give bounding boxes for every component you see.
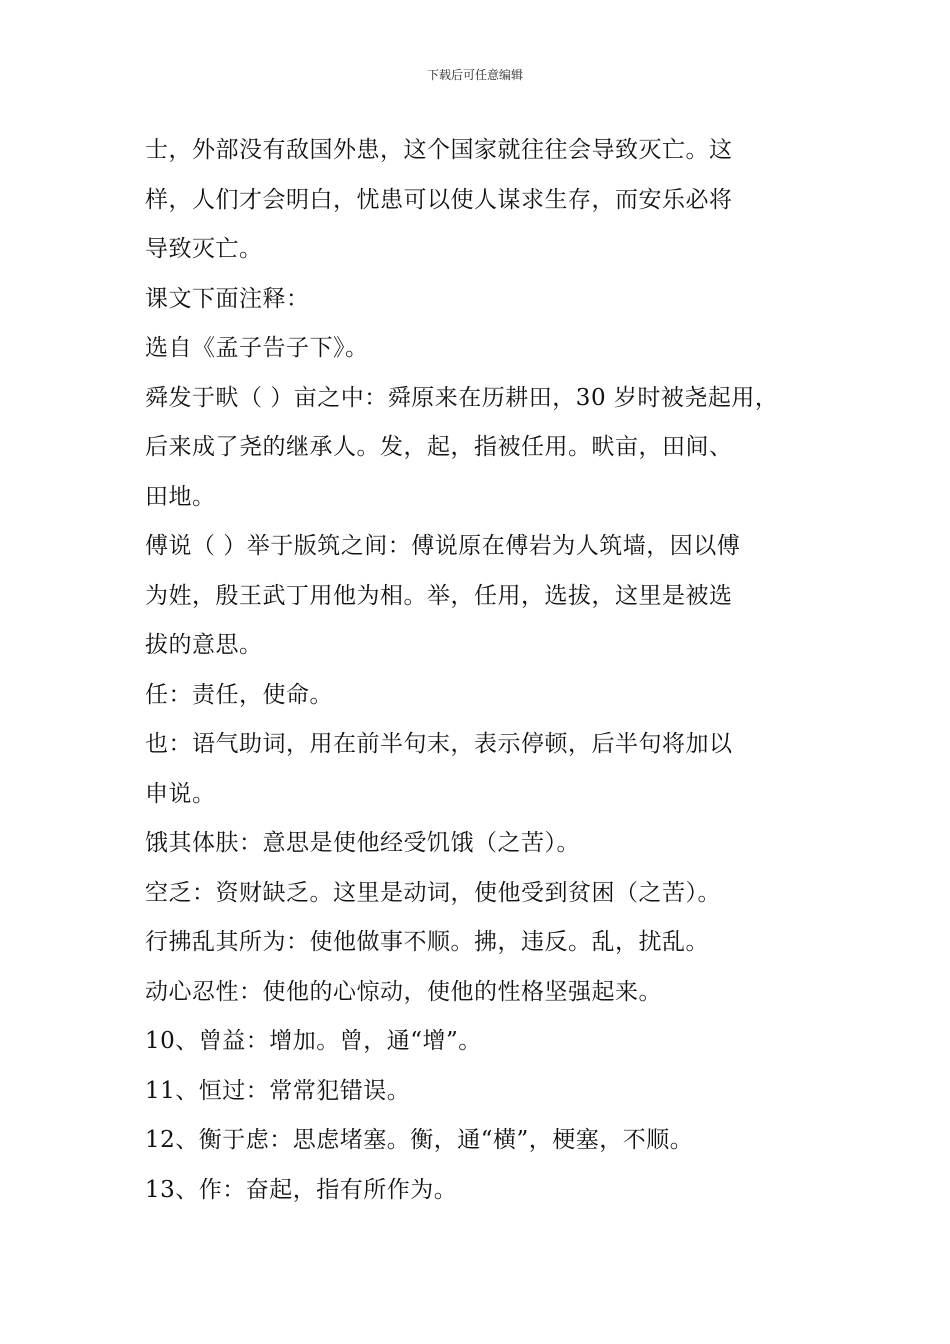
text-line: 士，外部没有敌国外患，这个国家就往往会导致灭亡。这 xyxy=(145,137,733,163)
text-line: 导致灭亡。 xyxy=(145,236,263,262)
note-item: 11、恒过：常常犯错误。 xyxy=(145,1077,411,1104)
note-item: 12、衡于虑：思虑堵塞。衡，通“横”，梗塞，不顺。 xyxy=(145,1127,694,1153)
note-item: 10、曾益：增加。曾，通“增”。 xyxy=(145,1028,482,1054)
note-item: 田地。 xyxy=(145,483,216,510)
note-item: 任：责任，使命。 xyxy=(145,681,333,708)
section-heading: 课文下面注释： xyxy=(145,285,310,312)
page-header: 下载后可任意编辑 xyxy=(426,68,523,82)
note-item: 为姓，殷王武丁用他为相。举，任用，选拔，这里是被选 xyxy=(145,582,733,609)
note-item: 选自《孟子告子下》。 xyxy=(145,335,369,361)
note-item: 13、作：奋起，指有所作为。 xyxy=(145,1176,458,1203)
note-item: 舜发于畎（ ）亩之中：舜原来在历耕田，30 岁时被尧起用， xyxy=(145,384,779,411)
note-item: 拔的意思。 xyxy=(145,632,263,658)
text-line: 样，人们才会明白，忧患可以使人谋求生存，而安乐必将 xyxy=(145,186,733,213)
note-item: 也：语气助词，用在前半句末，表示停顿，后半句将加以 xyxy=(145,731,733,757)
note-item: 行拂乱其所为：使他做事不顺。拂，违反。乱，扰乱。 xyxy=(145,929,709,955)
note-item: 傅说（ ）举于版筑之间：傅说原在傅岩为人筑墙，因以傅 xyxy=(145,533,741,559)
note-item: 动心忍性：使他的心惊动，使他的性格坚强起来。 xyxy=(145,978,662,1005)
document-body xyxy=(145,126,830,1215)
note-item: 申说。 xyxy=(145,780,216,807)
note-item: 空乏：资财缺乏。这里是动词，使他受到贫困（之苦）。 xyxy=(145,879,721,906)
note-item: 饿其体肤：意思是使他经受饥饿（之苦）。 xyxy=(145,830,580,856)
note-item: 后来成了尧的继承人。发，起，指被任用。畎亩，田间、 xyxy=(145,434,733,460)
